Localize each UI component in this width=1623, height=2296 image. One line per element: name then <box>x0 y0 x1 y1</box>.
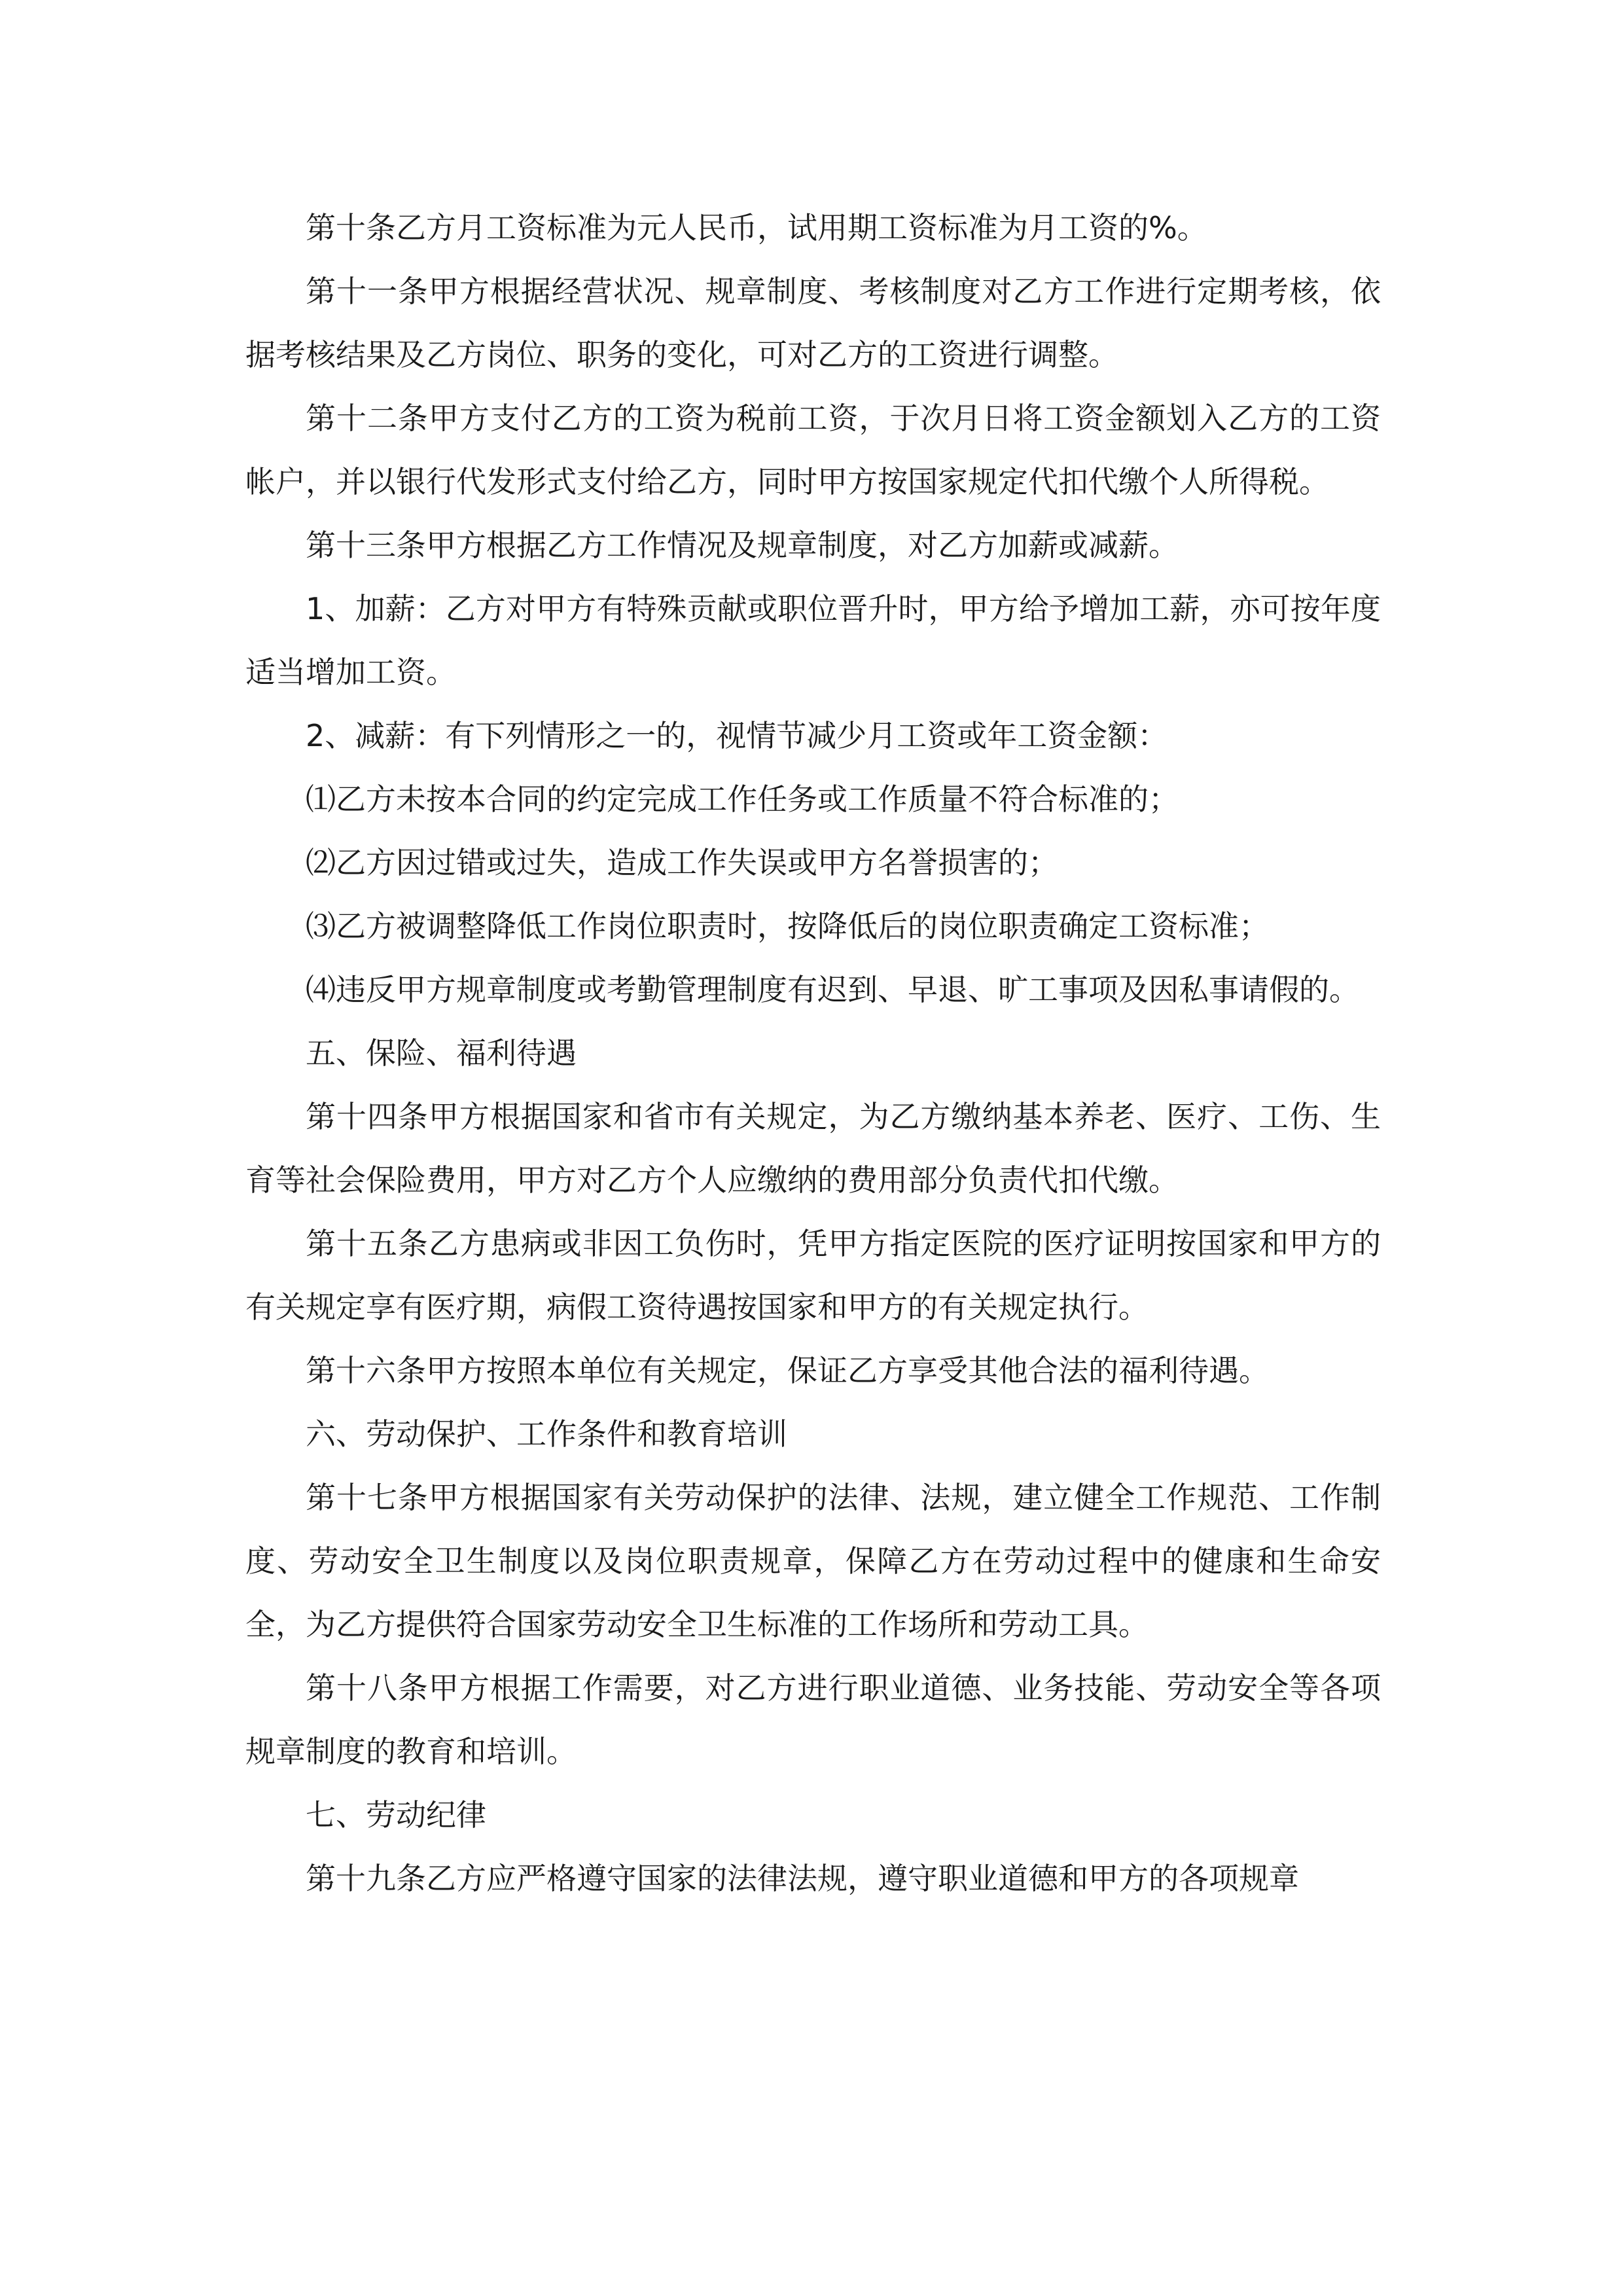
clause-19-discipline: 第十九条乙方应严格遵守国家的法律法规，遵守职业道德和甲方的各项规章 <box>306 1861 1299 1896</box>
section-6-heading: 六、劳动保护、工作条件和教育培训 <box>306 1416 787 1452</box>
clause-18-training: 第十八条甲方根据工作需要，对乙方进行职业道德、业务技能、劳动安全等各项规章制度的教育和培训。 <box>245 1670 1381 1769</box>
clause-15-medical-leave: 第十五条乙方患病或非因工负伤时，凭甲方指定医院的医疗证明按国家和甲方的有关规定享有医疗期，病假工资待遇按国家和甲方的有关规定执行。 <box>245 1226 1381 1325</box>
sub-item-4: ⑷违反甲方规章制度或考勤管理制度有迟到、早退、旷工事项及因私事请假的。 <box>306 972 1359 1007</box>
item-2-cut: 2、减薪：有下列情形之一的，视情节减少月工资或年工资金额： <box>306 718 1168 753</box>
section-7-heading: 七、劳动纪律 <box>306 1797 486 1833</box>
sub-item-3: ⑶乙方被调整降低工作岗位职责时，按降低后的岗位职责确定工资标准； <box>306 908 1269 944</box>
section-5-heading: 五、保险、福利待遇 <box>306 1035 577 1071</box>
clause-11-salary-adjustment: 第十一条甲方根据经营状况、规章制度、考核制度对乙方工作进行定期考核，依据考核结果及乙方岗位、职务的变化，可对乙方的工资进行调整。 <box>245 274 1381 372</box>
sub-item-2: ⑵乙方因过错或过失，造成工作失误或甲方名誉损害的； <box>306 845 1058 880</box>
item-1-raise: 1、加薪：乙方对甲方有特殊贡献或职位晋升时，甲方给予增加工薪，亦可按年度适当增加工资。 <box>245 591 1381 690</box>
document-body <box>245 196 1381 1910</box>
clause-10-salary-standard: 第十条乙方月工资标准为元人民币，试用期工资标准为月工资的%。 <box>306 210 1207 245</box>
clause-12-salary-payment: 第十二条甲方支付乙方的工资为税前工资，于次月日将工资金额划入乙方的工资帐户，并以银行代发形式支付给乙方，同时甲方按国家规定代扣代缴个人所得税。 <box>245 401 1381 499</box>
clause-17-labor-protection: 第十七条甲方根据国家有关劳动保护的法律、法规，建立健全工作规范、工作制度、劳动安全卫生制度以及岗位职责规章，保障乙方在劳动过程中的健康和生命安全，为乙方提供符合国家劳动安全卫生标准的工作场所和劳动工具。 <box>245 1480 1381 1642</box>
sub-item-1: ⑴乙方未按本合同的约定完成工作任务或工作质量不符合标准的； <box>306 781 1179 817</box>
clause-13-raise-or-cut: 第十三条甲方根据乙方工作情况及规章制度，对乙方加薪或减薪。 <box>306 528 1179 563</box>
clause-16-welfare: 第十六条甲方按照本单位有关规定，保证乙方享受其他合法的福利待遇。 <box>306 1353 1269 1388</box>
clause-14-social-insurance: 第十四条甲方根据国家和省市有关规定，为乙方缴纳基本养老、医疗、工伤、生育等社会保险费用，甲方对乙方个人应缴纳的费用部分负责代扣代缴。 <box>245 1099 1381 1198</box>
